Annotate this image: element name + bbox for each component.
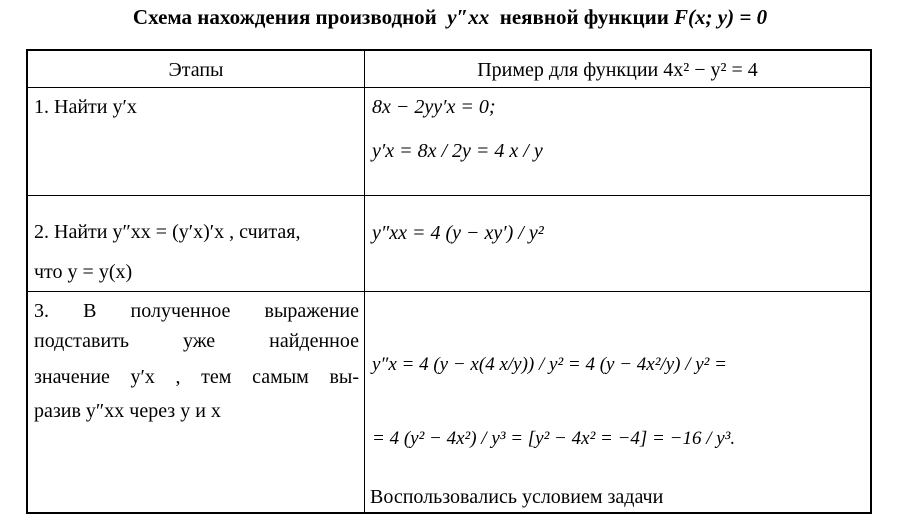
row3-step-line-3: значение y′x , тем самым вы- — [34, 366, 359, 388]
title-prefix: Схема нахождения производной — [132, 5, 437, 29]
row2-example-line-1: y″xx = 4 (y − xy′) / y² — [372, 222, 544, 244]
title-middle: неявной функции — [499, 5, 669, 29]
row1-example-line-2: y′x = 8x / 2y = 4 x / y — [372, 140, 543, 162]
row3-step-line-1: 3. В полученное выражение — [34, 300, 359, 322]
row2-step — [34, 212, 359, 292]
table-border-right — [870, 49, 872, 514]
header-example: Пример для функции 4x² − y² = 4 — [477, 59, 758, 81]
row2-example — [372, 218, 862, 248]
row1-step — [34, 92, 359, 122]
row3-example — [372, 350, 867, 454]
row1-example-line-1: 8x − 2yy′x = 0; — [372, 96, 496, 118]
row3-step-line-4: разив y″xx через y и x — [34, 400, 221, 422]
row3-step — [34, 296, 359, 426]
title-derivative: y″xx — [447, 5, 490, 29]
row3-example-line-2: = 4 (y² − 4x²) / y³ = [y² − 4x² = −4] = −16 / y³. — [372, 428, 736, 449]
row2-step-line-1: 2. Найти y″xx = (y′x)′x , считая, — [34, 221, 301, 243]
row3-example-note: Воспользовались условием задачи — [370, 486, 664, 508]
header-divider — [26, 87, 872, 88]
header-steps: Этапы — [168, 59, 224, 81]
row1-example — [372, 92, 862, 166]
row1-step-line-1: 1. Найти y′x — [34, 96, 137, 118]
table-border-left — [26, 49, 28, 514]
column-divider — [364, 49, 365, 514]
row2-step-line-2: что y = y(x) — [34, 261, 133, 283]
table-border-top — [26, 49, 872, 51]
row3-step-line-2: подставить уже найденное — [34, 330, 359, 352]
row3-example-line-1: y″x = 4 (y − x(4 x/y)) / y² = 4 (y − 4x²/y) / y² = — [372, 354, 727, 375]
title-equation: F(x; y) = 0 — [674, 5, 768, 29]
table-border-bottom — [26, 512, 872, 514]
row-divider-1 — [26, 195, 872, 196]
